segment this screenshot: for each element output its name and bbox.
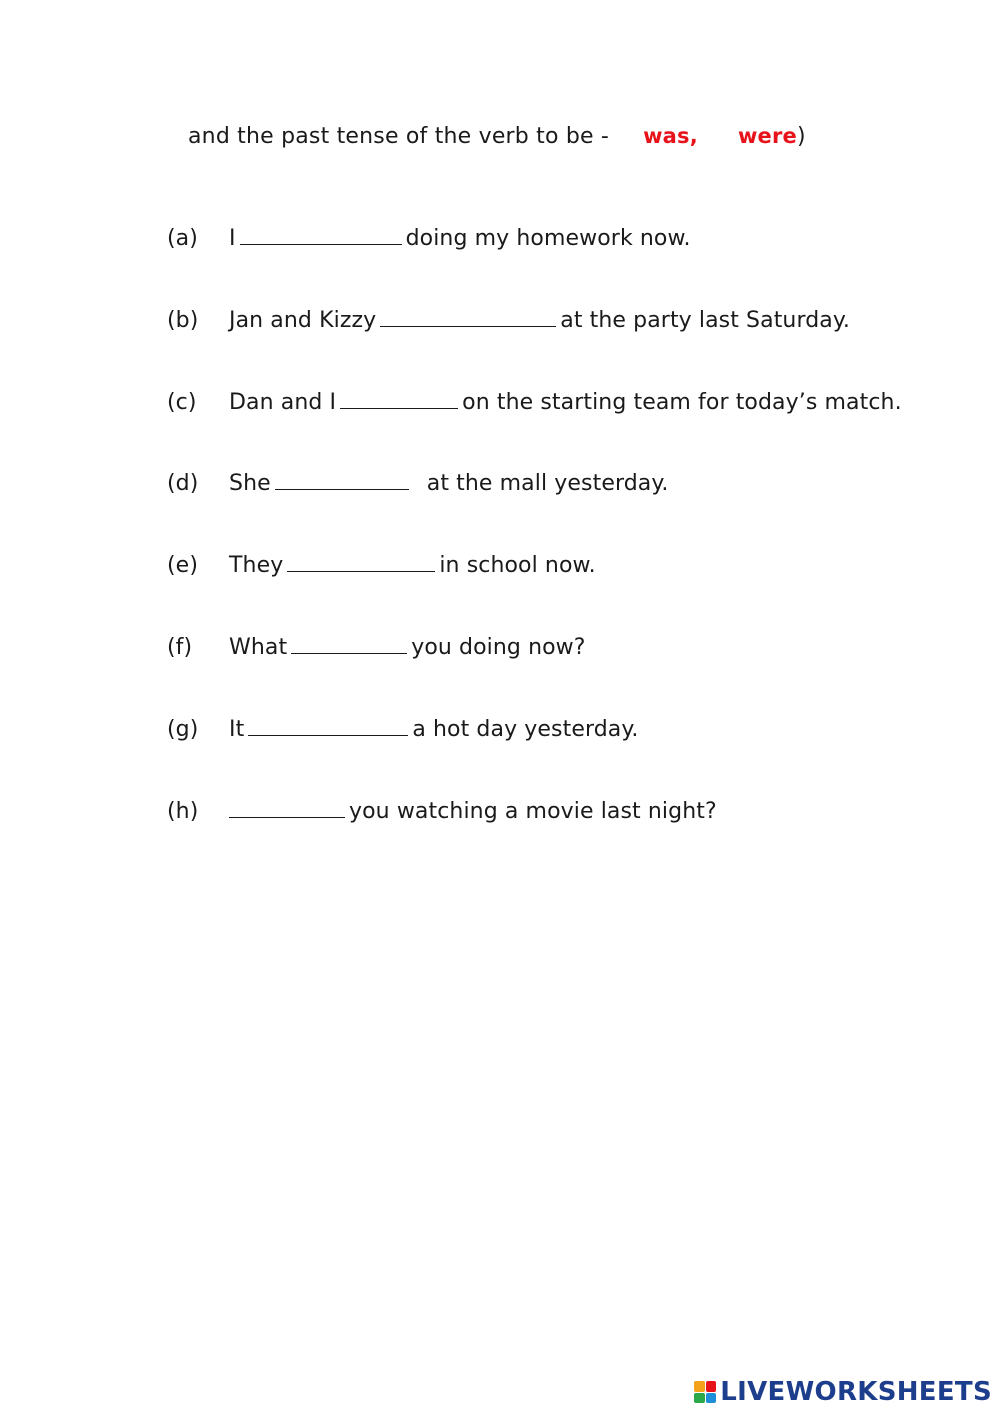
question-c [167,388,902,415]
answer-blank-c[interactable] [340,388,458,409]
closing-parenthesis: ) [796,124,806,149]
question-letter: (b) [167,308,199,333]
question-letter: (h) [167,799,199,824]
liveworksheets-logo-icon [694,1381,716,1403]
answer-blank-e[interactable] [287,551,435,572]
answer-blank-g[interactable] [248,715,408,736]
logo-square [706,1381,717,1392]
question-text-after: you watching a movie last night? [349,799,717,824]
answer-blank-b[interactable] [380,306,556,327]
question-text-after: at the mall yesterday. [426,471,669,496]
watermark-text: LIVEWORKSHEETS [720,1377,992,1407]
question-text-after: you doing now? [411,635,586,660]
question-text-before: What [229,635,288,660]
logo-square [706,1393,717,1404]
question-text-before: Jan and Kizzy [229,308,377,333]
logo-square [694,1393,705,1404]
question-text-after: doing my homework now. [405,226,691,251]
question-letter: (c) [167,390,197,415]
verb-was: was, [643,124,698,148]
question-d [167,469,668,496]
instruction-text: and the past tense of the verb to be - [188,124,610,149]
question-text-after: on the starting team for today’s match. [462,390,902,415]
question-letter: (d) [167,471,199,496]
question-text-before: It [229,717,245,742]
logo-square [694,1381,705,1392]
answer-blank-d[interactable] [275,469,409,490]
liveworksheets-watermark [694,1377,992,1407]
question-b [167,306,850,333]
question-e [167,551,596,578]
question-f [167,633,586,660]
answer-blank-a[interactable] [240,224,402,245]
instruction-line [188,124,806,149]
question-letter: (a) [167,226,198,251]
question-letter: (e) [167,553,199,578]
question-a [167,224,691,251]
question-text-after: a hot day yesterday. [412,717,639,742]
question-text-before: Dan and I [229,390,337,415]
question-letter: (g) [167,717,199,742]
question-text-before: She [229,471,271,496]
question-g [167,715,638,742]
question-letter: (f) [167,635,193,660]
answer-blank-h[interactable] [229,797,345,818]
question-text-before: I [229,226,236,251]
question-text-after: in school now. [439,553,596,578]
question-text-after: at the party last Saturday. [560,308,850,333]
answer-blank-f[interactable] [291,633,407,654]
question-text-before: They [229,553,284,578]
question-h [167,797,717,824]
verb-were: were [737,124,797,148]
